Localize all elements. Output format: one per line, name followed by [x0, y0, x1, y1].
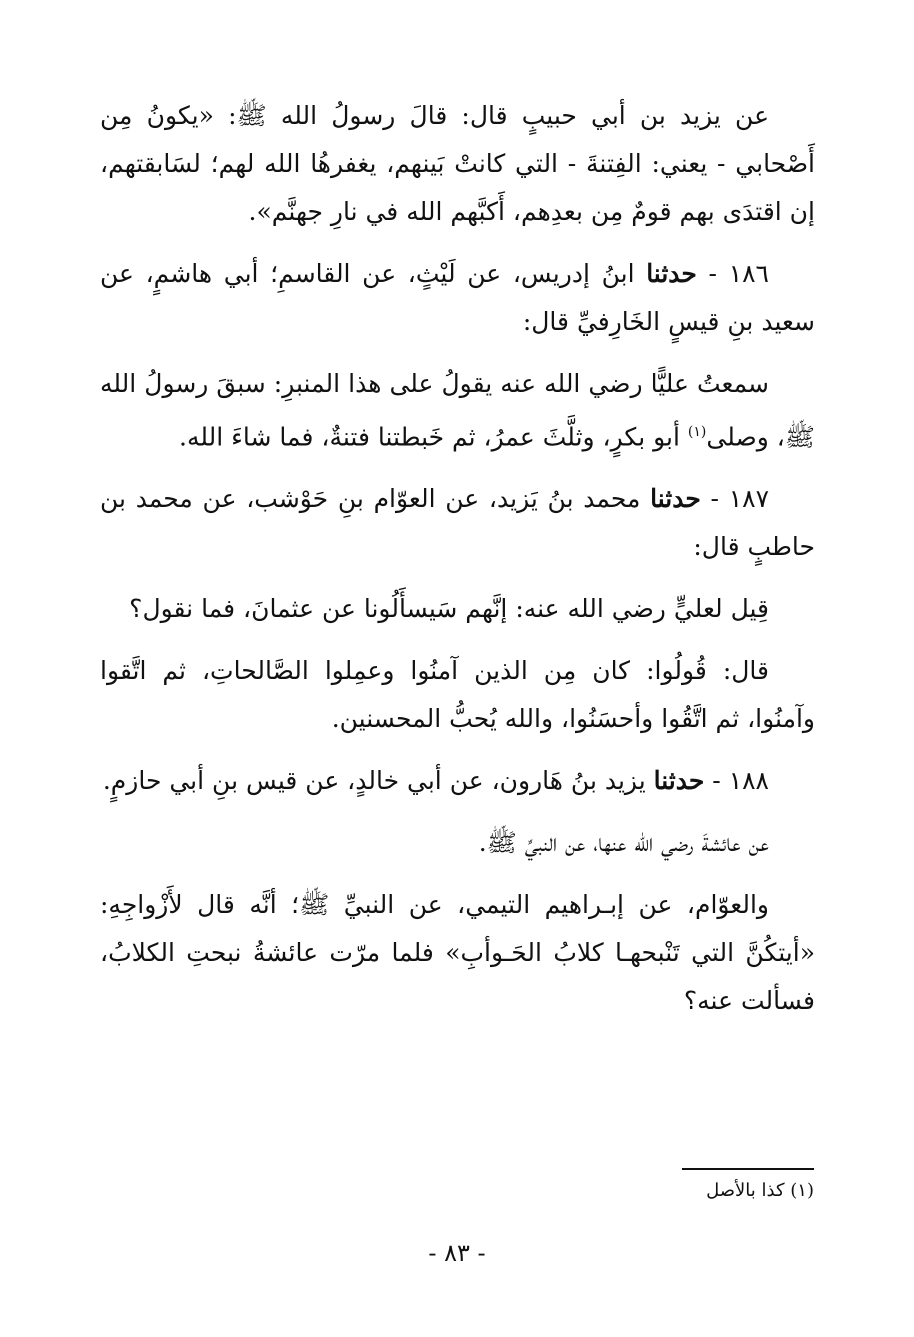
paragraph-text: قِيل لعليٍّ رضي الله عنه: إنَّهم سَيسأَلُونا عن عثمانَ، فما نقول؟	[129, 594, 769, 624]
hadith-keyword: حدثنا	[653, 766, 705, 796]
dash-separator: -	[696, 259, 718, 288]
footnote: (١) كذا بالأصل	[706, 1180, 814, 1201]
paragraph-hadith-187-answer	[100, 647, 815, 743]
paragraph-text: عن عائشةَ رضي الله عنها، عن النبيِّ ﷺ.	[478, 828, 769, 858]
paragraph-hadith-187	[100, 475, 815, 571]
paragraph-text: قال: قُولُوا: كان مِن الذين آمنُوا وعمِلوا الصَّالحاتِ، ثم اتَّقوا وآمنُوا، ثم اتَّقُوا وأحسَنُوا، والله يُحبُّ المحسنين.	[100, 656, 815, 734]
footnote-marker: (١)	[687, 424, 707, 440]
paragraph-text: سمعتُ عليًّا رضي الله عنه يقولُ على هذا المنبرِ: سبقَ رسولُ الله ﷺ، وصلى	[100, 369, 815, 452]
paragraph-text: أبو بكرٍ، وثلَّثَ عمرُ، ثم خَبطتنا فتنةٌ، فما شاءَ الله.	[179, 422, 688, 452]
hadith-keyword: حدثنا	[650, 484, 701, 514]
paragraph-text: محمد بنُ يَزيد، عن العوّام بنِ حَوْشب، عن محمد بن حاطبٍ قال:	[100, 484, 815, 562]
paragraph-hadith-188	[100, 757, 815, 805]
hadith-number: ١٨٨	[728, 766, 769, 796]
page-body	[100, 92, 815, 1039]
paragraph-hadith-187-question	[100, 585, 815, 633]
paragraph-hadith-186-text	[100, 360, 815, 461]
paragraph-hadith-188-aisha	[100, 819, 815, 867]
paragraph-hadith-188-awwam	[100, 881, 815, 1025]
page-number: - ٨٣ -	[428, 1239, 486, 1267]
hadith-number: ١٨٧	[728, 484, 770, 514]
dash-separator: -	[704, 766, 721, 796]
paragraph-text: ابنُ إدريس، عن لَيْثٍ، عن القاسمِ؛ أبي هاشمٍ، عن سعيد بنِ قيسٍ الخَارِفيِّ قال:	[100, 259, 815, 336]
paragraph-text: والعوّام، عن إبـراهيم التيمي، عن النبيِّ ﷺ؛ أنَّه قال لأَزْواجِهِ: «أيتكُنَّ التي تَنْبحهـا كلابُ الحَـوأبِ» فلما مرّت عائشةُ نبحتِ الكلابُ، فسألت عنه؟	[100, 890, 815, 1016]
footnote-divider	[682, 1168, 814, 1170]
hadith-keyword: حدثنا	[646, 259, 697, 288]
paragraph-text: يزيد بنُ هَارون، عن أبي خالدٍ، عن قيس بنِ أبي حازمٍ.	[102, 766, 646, 796]
paragraph-hadith-185-continuation	[100, 92, 815, 236]
paragraph-hadith-186	[100, 250, 815, 346]
hadith-number: ١٨٦	[728, 259, 769, 288]
dash-separator: -	[700, 484, 719, 514]
paragraph-text: عن يزيد بن أبي حبيبٍ قال: قالَ رسولُ الله ﷺ: «يكونُ مِن أَصْحابي - يعني: الفِتنةَ - التي كانتْ بَينهم، يغفرهُا الله لهم؛ لسَابقتهم، إن اقتدَى بهم قومٌ مِن بعدِهم، أَكبَّهم الله في نارِ جهنَّم».	[100, 101, 815, 226]
